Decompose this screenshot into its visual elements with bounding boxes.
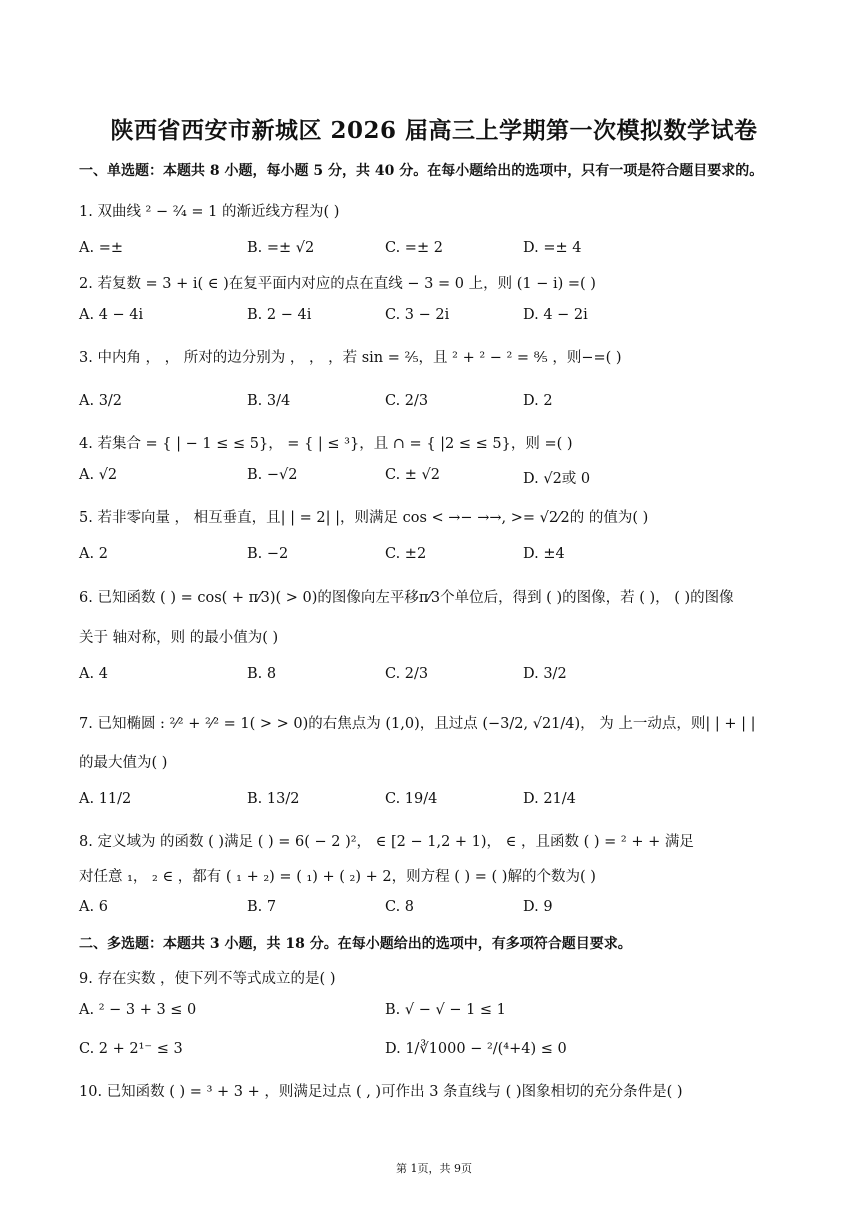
option-c: C. 2 + 2¹⁻ ≤ 3 <box>79 1041 183 1057</box>
question-9-stem: 9. 存在实数 ，使下列不等式成立的是( ) <box>79 971 336 987</box>
page-footer: 第 1页，共 9页 <box>396 1162 472 1175</box>
option-a: A. 11/2 <box>79 791 132 807</box>
option-a: A. √2 <box>79 467 118 483</box>
option-c: C. 8 <box>385 899 415 915</box>
option-d: D. 2 <box>523 393 553 409</box>
option-c: C. 19/4 <box>385 791 438 807</box>
option-d: D. 1/∛1000 − ²/(⁴+4) ≤ 0 <box>385 1041 567 1057</box>
section-heading-single-choice: 一、单选题：本题共 8 小题，每小题 5 分，共 40 分。在每小题给出的选项中，只有一项是符合题目要求的。 <box>79 163 764 179</box>
question-1-stem: 1. 双曲线 ² − ²⁄₄ = 1 的渐近线方程为( ) <box>79 204 340 220</box>
question-9-options-row-1 <box>79 1002 791 1026</box>
option-c: C. 2/3 <box>385 393 429 409</box>
question-1-options <box>79 240 791 264</box>
option-b: B. −√2 <box>247 467 298 483</box>
option-a: A. 4 − 4i <box>79 307 144 323</box>
option-d: D. 21/4 <box>523 791 576 807</box>
question-8-stem-continued: 对任意 ₁， ₂ ∈ ，都有 ( ₁ + ₂) = ( ₁) + ( ₂) + 2，则方程 ( ) = ( )解的个数为( ) <box>79 869 596 885</box>
option-d: D. 9 <box>523 899 553 915</box>
option-d: D. 4 − 2i <box>523 307 588 323</box>
option-b: B. 7 <box>247 899 277 915</box>
option-c: C. ±2 <box>385 546 427 562</box>
question-6-stem: 6. 已知函数 ( ) = cos( + π⁄3)( > 0)的图像向左平移π⁄3个单位后，得到 ( )的图像，若 ( )， ( )的图像 <box>79 590 734 606</box>
option-c: C. =± 2 <box>385 240 443 256</box>
option-a: A. 3/2 <box>79 393 123 409</box>
question-3-options <box>79 393 791 417</box>
question-4-stem: 4. 若集合 = { | − 1 ≤ ≤ 5}， = { | ≤ ³}，且 ∩ = { |2 ≤ ≤ 5}，则 =( ) <box>79 436 573 452</box>
option-b: B. 2 − 4i <box>247 307 312 323</box>
page-title: 陕西省西安市新城区 2026 届高三上学期第一次模拟数学试卷 <box>110 117 758 144</box>
option-d: D. 3/2 <box>523 666 567 682</box>
question-2-options <box>79 307 791 331</box>
question-8-options <box>79 899 791 923</box>
option-a: A. ² − 3 + 3 ≤ 0 <box>79 1002 197 1018</box>
option-a: A. 6 <box>79 899 108 915</box>
question-9-options-row-2 <box>79 1041 791 1065</box>
option-a: A. 4 <box>79 666 108 682</box>
question-8-stem: 8. 定义域为 的函数 ( )满足 ( ) = 6( − 2 )²， ∈ [2 − 1,2 + 1)， ∈ ，且函数 ( ) = ² + + 满足 <box>79 834 694 850</box>
option-b: B. =± √2 <box>247 240 315 256</box>
option-b: B. 8 <box>247 666 277 682</box>
question-2-stem: 2. 若复数 = 3 + i( ∈ )在复平面内对应的点在直线 − 3 = 0 上，则 (1 − i) =( ) <box>79 276 596 292</box>
option-a: A. =± <box>79 240 123 256</box>
option-b: B. √ − √ − 1 ≤ 1 <box>385 1002 506 1018</box>
question-7-stem-continued: 的最大值为( ) <box>79 755 168 771</box>
option-d: D. ±4 <box>523 546 565 562</box>
option-d: D. =± 4 <box>523 240 582 256</box>
question-7-options <box>79 791 791 815</box>
option-c: C. ± √2 <box>385 467 441 483</box>
section-heading-multiple-choice: 二、多选题：本题共 3 小题，共 18 分。在每小题给出的选项中，有多项符合题目要求。 <box>79 936 632 952</box>
question-3-stem: 3. 中内角 ， ， 所对的边分别为 ， ， ，若 sin = ²⁄₅，且 ² + ² − ² = ⁸⁄₅ ，则−=( ) <box>79 350 622 366</box>
question-5-stem: 5. 若非零向量 ， 相互垂直，且| | = 2| |，则满足 cos < →− →→, >= √2⁄2的 的值为( ) <box>79 510 649 526</box>
option-b: B. 3/4 <box>247 393 291 409</box>
option-c: C. 2/3 <box>385 666 429 682</box>
option-b: B. 13/2 <box>247 791 300 807</box>
question-7-stem: 7. 已知椭圆 : ²⁄² + ²⁄² = 1( > > 0)的右焦点为 (1,0)，且过点 (−3/2, √21/4)， 为 上一动点，则| | + | | <box>79 716 756 732</box>
question-4-options <box>79 467 791 491</box>
question-10-stem: 10. 已知函数 ( ) = ³ + 3 + ，则满足过点 ( , )可作出 3 条直线与 ( )图象相切的充分条件是( ) <box>79 1084 683 1100</box>
option-b: B. −2 <box>247 546 289 562</box>
option-d: D. √2或 0 <box>523 471 591 487</box>
option-a: A. 2 <box>79 546 108 562</box>
question-6-stem-continued: 关于 轴对称，则 的最小值为( ) <box>79 630 279 646</box>
question-6-options <box>79 666 791 690</box>
question-5-options <box>79 546 791 570</box>
option-c: C. 3 − 2i <box>385 307 450 323</box>
